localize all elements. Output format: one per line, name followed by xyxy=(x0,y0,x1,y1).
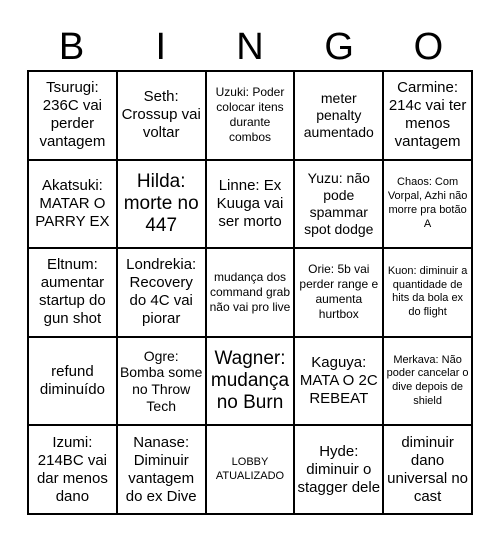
bingo-cell[interactable]: Yuzu: não pode spammar spot dodge xyxy=(295,161,384,250)
bingo-cell[interactable]: Merkava: Não poder cancelar o dive depois de shield xyxy=(384,338,473,427)
bingo-cell[interactable]: meter penalty aumentado xyxy=(295,72,384,161)
bingo-header xyxy=(27,26,473,66)
bingo-cell[interactable]: Akatsuki: MATAR O PARRY EX xyxy=(29,161,118,250)
bingo-cell[interactable]: Kuon: diminuir a quantidade de hits da bola ex do flight xyxy=(384,249,473,338)
bingo-cell[interactable]: Hilda: morte no 447 xyxy=(118,161,207,250)
bingo-cell[interactable]: mudança dos command grab não vai pro live xyxy=(207,249,296,338)
bingo-cell[interactable]: Tsurugi: 236C vai perder vantagem xyxy=(29,72,118,161)
header-letter-b: B xyxy=(58,26,85,68)
bingo-cell[interactable]: refund diminuído xyxy=(29,338,118,427)
header-letter-n: N xyxy=(236,26,264,68)
bingo-cell[interactable]: Izumi: 214BC vai dar menos dano xyxy=(29,426,118,515)
bingo-cell[interactable]: Ogre: Bomba some no Throw Tech xyxy=(118,338,207,427)
bingo-cell[interactable]: Chaos: Com Vorpal, Azhi não morre pra botão A xyxy=(384,161,473,250)
header-letter-g: G xyxy=(324,26,354,68)
bingo-cell[interactable]: diminuir dano universal no cast xyxy=(384,426,473,515)
header-letter-o: O xyxy=(413,26,444,68)
bingo-cell[interactable]: Kaguya: MATA O 2C REBEAT xyxy=(295,338,384,427)
bingo-cell[interactable]: LOBBY ATUALIZADO xyxy=(207,426,296,515)
bingo-cell[interactable]: Nanase: Diminuir vantagem do ex Dive xyxy=(118,426,207,515)
bingo-card-grid xyxy=(27,70,473,515)
bingo-cell[interactable]: Eltnum: aumentar startup do gun shot xyxy=(29,249,118,338)
bingo-cell[interactable]: Orie: 5b vai perder range e aumenta hurtbox xyxy=(295,249,384,338)
bingo-cell[interactable]: Uzuki: Poder colocar itens durante combos xyxy=(207,72,296,161)
bingo-cell[interactable]: Wagner: mudança no Burn xyxy=(207,338,296,427)
bingo-cell[interactable]: Linne: Ex Kuuga vai ser morto xyxy=(207,161,296,250)
bingo-cell[interactable]: Londrekia: Recovery do 4C vai piorar xyxy=(118,249,207,338)
bingo-cell[interactable]: Hyde: diminuir o stagger dele xyxy=(295,426,384,515)
bingo-cell[interactable]: Seth: Crossup vai voltar xyxy=(118,72,207,161)
bingo-cell[interactable]: Carmine: 214c vai ter menos vantagem xyxy=(384,72,473,161)
header-letter-i: I xyxy=(155,26,167,68)
